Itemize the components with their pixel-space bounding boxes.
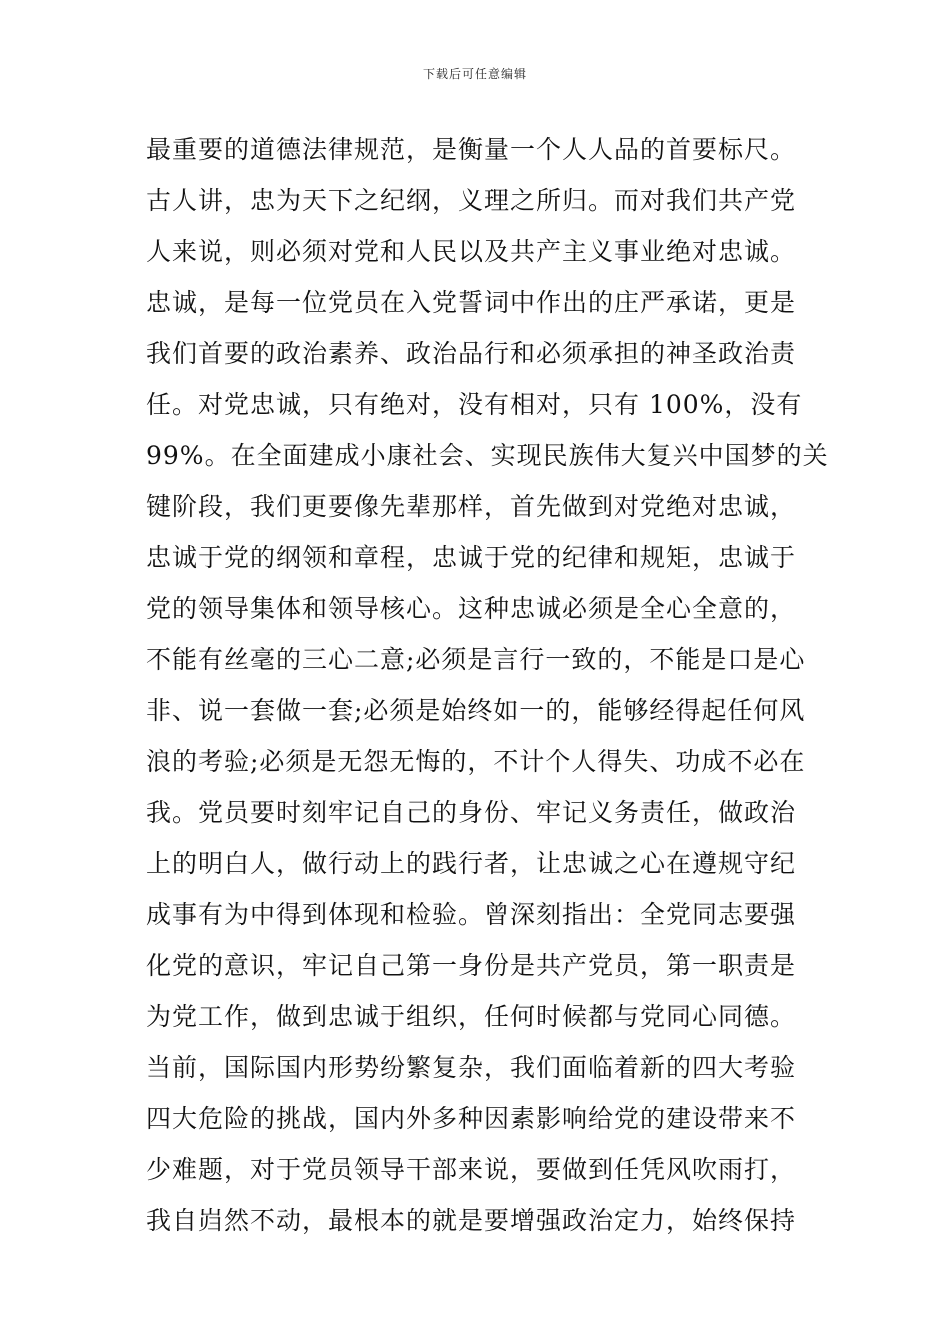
text-line: 忠诚于党的纲领和章程，忠诚于党的纪律和规矩，忠诚于 [146, 543, 797, 572]
text-line: 不能有丝毫的三心二意;必须是言行一致的，不能是口是心 [146, 645, 806, 674]
text-line: 党的领导集体和领导核心。这种忠诚必须是全心全意的， [146, 594, 797, 623]
text-line: 忠诚，是每一位党员在入党誓词中作出的庄严承诺，更是 [146, 288, 797, 317]
text-line: 任。对党忠诚，只有绝对，没有相对，只有 100%，没有 [146, 390, 803, 419]
text-line: 键阶段，我们更要像先辈那样，首先做到对党绝对忠诚， [146, 492, 797, 521]
download-note: 下载后可任意编辑 [422, 67, 527, 81]
text-line: 我们首要的政治素养、政治品行和必须承担的神圣政治责 [146, 339, 797, 368]
text-line: 上的明白人，做行动上的践行者，让忠诚之心在遵规守纪 [146, 849, 797, 878]
text-line: 四大危险的挑战，国内外多种因素影响给党的建设带来不 [146, 1104, 797, 1133]
text-line: 古人讲，忠为天下之纪纲，义理之所归。而对我们共产党 [146, 186, 797, 215]
text-line: 最重要的道德法律规范，是衡量一个人人品的首要标尺。 [146, 135, 797, 164]
text-line: 少难题，对于党员领导干部来说，要做到任凭风吹雨打， [146, 1155, 797, 1184]
text-line: 我。党员要时刻牢记自己的身份、牢记义务责任，做政治 [146, 798, 797, 827]
text-line: 浪的考验;必须是无怨无悔的，不计个人得失、功成不必在 [146, 747, 806, 776]
text-line: 化党的意识，牢记自己第一身份是共产党员，第一职责是 [146, 951, 797, 980]
text-line: 非、说一套做一套;必须是始终如一的，能够经得起任何风 [146, 696, 806, 725]
text-line: 为党工作，做到忠诚于组织，任何时候都与党同心同德。 [146, 1002, 797, 1031]
text-line: 成事有为中得到体现和检验。曾深刻指出：全党同志要强 [146, 900, 797, 929]
text-line: 当前，国际国内形势纷繁复杂，我们面临着新的四大考验 [146, 1053, 797, 1082]
text-line: 99%。在全面建成小康社会、实现民族伟大复兴中国梦的关 [146, 441, 829, 470]
text-line: 我自岿然不动，最根本的就是要增强政治定力，始终保持 [146, 1206, 797, 1235]
body-text [146, 124, 829, 1246]
text-line: 人来说，则必须对党和人民以及共产主义事业绝对忠诚。 [146, 237, 797, 266]
